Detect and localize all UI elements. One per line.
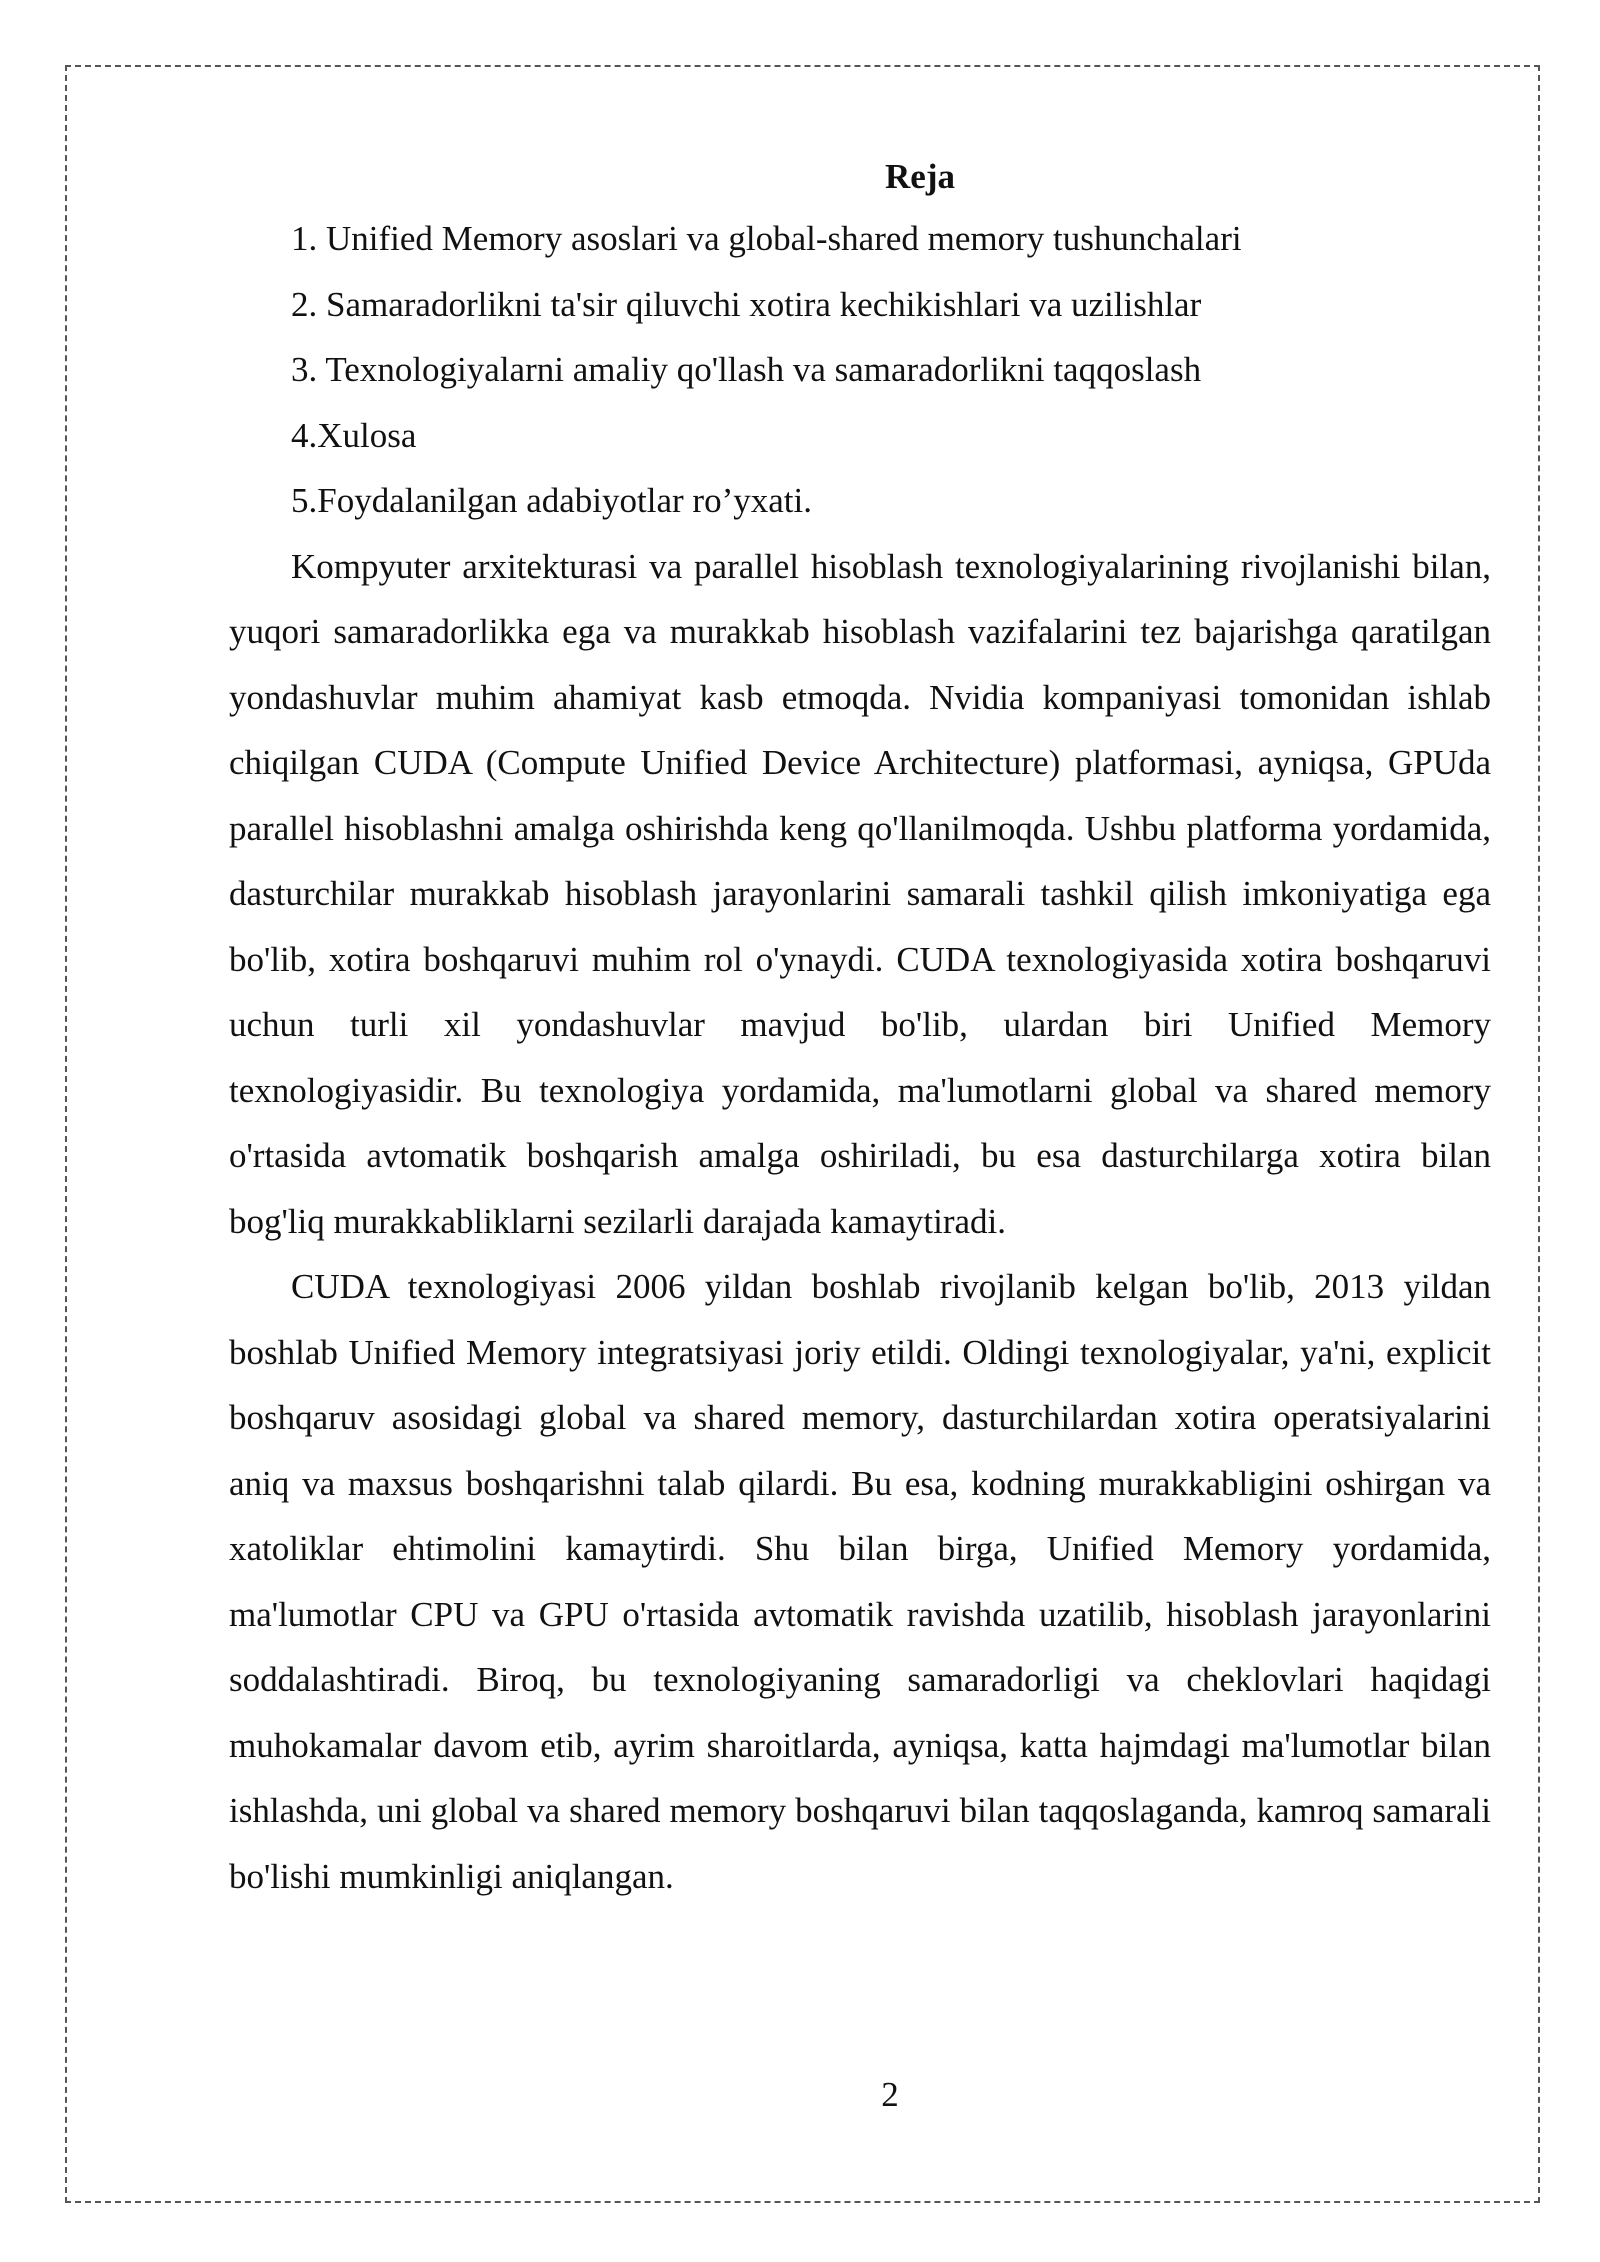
document-body [229,148,1491,1909]
paragraph-history: CUDA texnologiyasi 2006 yildan boshlab rivojlanib kelgan bo'lib, 2013 yildan boshlab Unified Memory integratsiyasi joriy etildi. Oldingi texnologiyalar, ya'ni, explicit boshqaruv asosidagi global va shared memory, dasturchilardan xotira operatsiyalarini aniq va maxsus boshqarishni talab qilardi. Bu esa, kodning murakkabligini oshirgan va xatoliklar ehtimolini kamaytirdi. Shu bilan birga, Unified Memory yordamida, ma'lumotlar CPU va GPU o'rtasida avtomatik ravishda uzatilib, hisoblash jarayonlarini soddalashtiradi. Biroq, bu texnologiyaning samaradorligi va cheklovlari haqidagi muhokamalar davom etib, ayrim sharoitlarda, ayniqsa, katta hajmdagi ma'lumotlar bilan ishlashda, uni global va shared memory boshqaruvi bilan taqqoslaganda, kamroq samarali bo'lishi mumkinligi aniqlangan. [229,1267,1491,1896]
plan-item: 4.Xulosa [291,415,417,455]
plan-item: 2. Samaradorlikni ta'sir qiluvchi xotira kechikishlari va uzilishlar [291,284,1202,324]
page-title: Reja [885,157,955,196]
plan-item: 3. Texnologiyalarni amaliy qo'llash va samaradorlikni taqqoslash [291,350,1202,389]
plan-item: 1. Unified Memory asoslari va global-shared memory tushunchalari [291,219,1242,258]
page-number: 2 [881,2075,899,2114]
plan-item: 5.Foydalanilgan adabiyotlar ro’yxati. [291,481,812,520]
paragraph-intro: Kompyuter arxitekturasi va parallel hisoblash texnologiyalarining rivojlanishi bilan, yuqori samaradorlikka ega va murakkab hisoblash vazifalarini tez bajarishga qaratilgan yondashuvlar muhim ahamiyat kasb etmoqda. Nvidia kompaniyasi tomonidan ishlab chiqilgan CUDA (Compute Unified Device Architecture) platformasi, ayniqsa, GPUda parallel hisoblashni amalga oshirishda keng qo'llanilmoqda. Ushbu platforma yordamida, dasturchilar murakkab hisoblash jarayonlarini samarali tashkil qilish imkoniyatiga ega bo'lib, xotira boshqaruvi muhim rol o'ynaydi. CUDA texnologiyasida xotira boshqaruvi uchun turli xil yondashuvlar mavjud bo'lib, ulardan biri Unified Memory texnologiyasidir. Bu texnologiya yordamida, ma'lumotlarni global va shared memory o'rtasida avtomatik boshqarish amalga oshiriladi, bu esa dasturchilarga xotira bilan bog'liq murakkabliklarni sezilarli darajada kamaytiradi. [229,546,1491,1241]
plan-list [229,206,1491,534]
